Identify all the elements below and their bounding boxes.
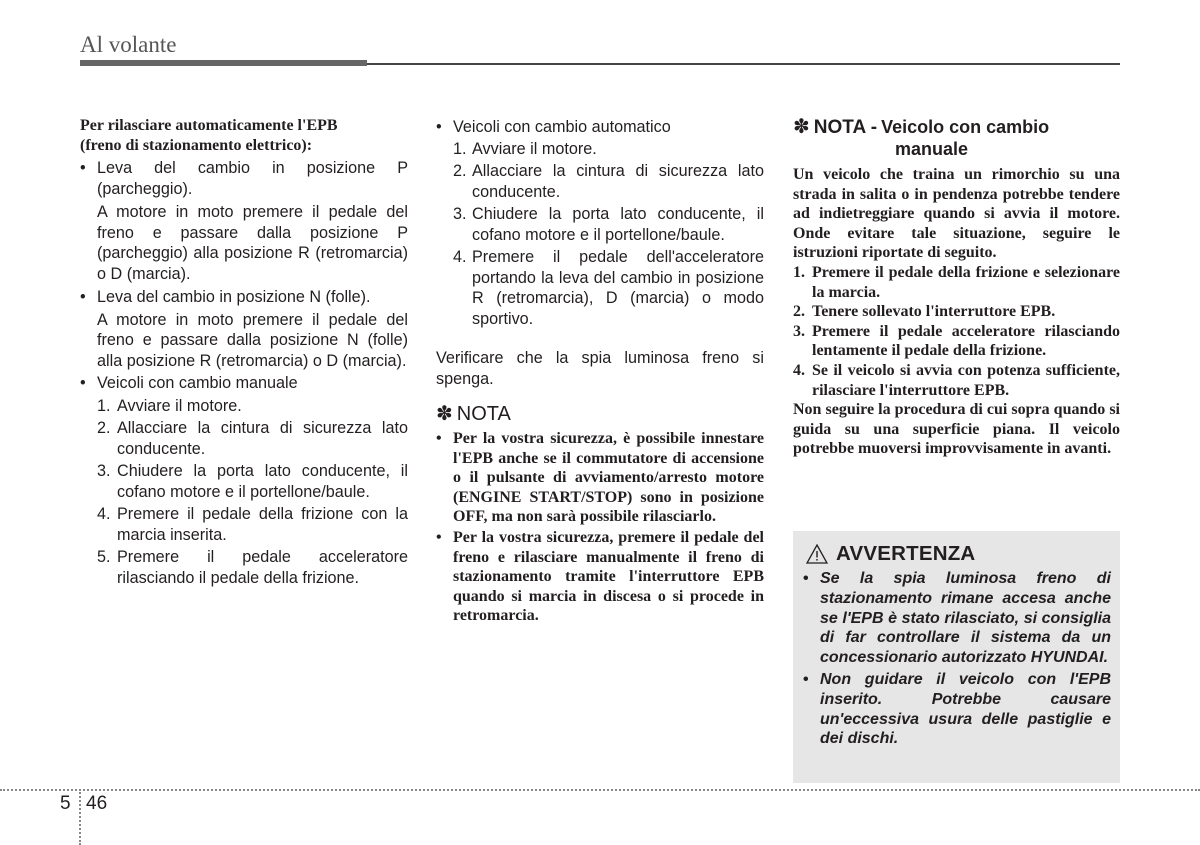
warning-triangle-icon xyxy=(806,544,828,564)
nota-title: NOTA xyxy=(456,403,511,425)
bullet-item xyxy=(80,287,408,308)
nota-title: NOTA - xyxy=(813,117,878,138)
warning-item-text: Se la spia luminosa freno di stazionamento rimane accesa anche se l'EPB è stato rilasciato, si consiglia di far controllare il sistema da un concessionario autorizzato HYUNDAI. xyxy=(820,570,1111,667)
warning-item-text: Non guidare il veicolo con l'EPB inserito. Potrebbe causare un'eccessiva usura delle pastiglie e dei dischi. xyxy=(820,670,1111,748)
step-text: Premere il pedale acceleratore rilasciando lentamente il pedale della frizione. xyxy=(812,322,1120,360)
bullet-dot: • xyxy=(436,528,442,546)
step-item xyxy=(453,139,764,160)
step-item xyxy=(793,263,1120,302)
nota-subtitle: Veicolo con cambio xyxy=(881,117,1050,137)
step-number: 5. xyxy=(97,548,111,567)
step-item xyxy=(453,247,764,329)
nota-item xyxy=(436,429,764,527)
step-item xyxy=(80,418,408,459)
bullet-item xyxy=(80,373,408,394)
step-text: Allacciare la cintura di sicurezza lato conducente. xyxy=(117,419,408,458)
step-item xyxy=(80,461,408,502)
column-right xyxy=(793,116,1120,459)
bullet-dot: • xyxy=(803,570,809,587)
step-text: Premere il pedale della frizione con la marcia inserita. xyxy=(117,505,408,544)
step-number: 1. xyxy=(453,139,467,158)
step-item xyxy=(793,302,1120,322)
step-number: 4. xyxy=(793,361,805,379)
bullet-detail: A motore in moto premere il pedale del freno e passare dalla posizione P (parcheggio) alla posizione R (retromarcia) o D (marcia). xyxy=(97,203,408,283)
step-item xyxy=(80,547,408,588)
bullet-dot: • xyxy=(803,670,809,688)
step-item xyxy=(793,322,1120,361)
nota-heading xyxy=(793,117,1120,139)
page-section-number: 5 xyxy=(60,793,71,814)
nota-item-text: Per la vostra sicurezza, premere il pedale del freno e rilasciare manualmente il freno di stazionamento tramite l'interruttore EPB quando si marcia in discesa o si procede in retromarcia. xyxy=(453,528,764,625)
nota-subtitle-line2: manuale xyxy=(895,139,969,159)
step-text: Premere il pedale acceleratore rilasciando il pedale della frizione. xyxy=(117,548,408,587)
nota-star-icon: ✽ xyxy=(793,116,810,138)
step-text: Chiudere la porta lato conducente, il cofano motore e il portellone/baule. xyxy=(472,205,764,244)
warning-item xyxy=(803,569,1111,668)
step-number: 2. xyxy=(453,162,467,180)
bullet-text: Leva del cambio in posizione P (parcheggio). xyxy=(97,159,408,198)
step-number: 2. xyxy=(793,303,805,321)
bullet-item xyxy=(436,117,764,138)
bullet-dot: • xyxy=(80,374,86,393)
step-number: 1. xyxy=(793,263,805,281)
step-number: 3. xyxy=(97,462,111,481)
nota-star-icon: ✽ xyxy=(436,403,453,425)
nota-closing: Non seguire la procedura di cui sopra quando si guida su una superficie piana. Il veicolo potrebbe muoversi improvvisamente in avanti. xyxy=(793,401,1120,458)
step-number: 4. xyxy=(453,248,467,266)
bullet-text: Veicoli con cambio automatico xyxy=(453,118,671,136)
section-heading-sub: (freno di stazionamento elettrico): xyxy=(80,136,313,154)
bullet-item xyxy=(80,158,408,199)
warning-title: AVVERTENZA xyxy=(836,542,976,565)
nota-heading xyxy=(436,401,764,429)
bullet-detail: A motore in moto premere il pedale del freno e passare dalla posizione N (folle) alla posizione R (retromarcia) o D (marcia). xyxy=(97,310,408,370)
step-item xyxy=(453,204,764,245)
page-number: 46 xyxy=(86,793,108,814)
header-rule-thick xyxy=(80,60,367,66)
step-number: 2. xyxy=(97,419,111,438)
bullet-dot: • xyxy=(436,430,442,447)
nota-intro: Un veicolo che traina un rimorchio su una strada in salita o in pendenza potrebbe tendere ad indietreggiare quando si avvia il motore. Onde evitare tale situazione, seguire le istruzioni riportate di seguito. xyxy=(793,166,1120,262)
nota-item-text: Per la vostra sicurezza, è possibile innestare l'EPB anche se il commutatore di accensione o il pulsante di avviamento/arresto motore (ENGINE START/STOP) sono in posizione OFF, ma non sarà possibile rilasciarlo. xyxy=(453,430,764,526)
page-header-title: Al volante xyxy=(80,32,177,57)
bullet-dot: • xyxy=(436,118,442,136)
step-text: Premere il pedale della frizione e selezionare la marcia. xyxy=(812,263,1120,301)
warning-heading xyxy=(806,542,975,566)
footer-divider xyxy=(79,789,81,845)
step-text: Premere il pedale dell'acceleratore portando la leva del cambio in posizione R (retromarcia), D (marcia) o modo sportivo. xyxy=(472,248,764,328)
warning-item xyxy=(803,670,1111,749)
step-item xyxy=(453,161,764,202)
step-item xyxy=(80,504,408,545)
step-item xyxy=(793,361,1120,400)
step-number: 1. xyxy=(97,396,111,415)
step-item xyxy=(80,396,408,417)
section-heading: Per rilasciare automaticamente l'EPB xyxy=(80,117,338,134)
step-text: Avviare il motore. xyxy=(472,139,597,158)
column-middle xyxy=(436,116,764,626)
warning-body xyxy=(803,569,1111,749)
footer-rule xyxy=(0,789,1200,791)
step-text: Chiudere la porta lato conducente, il cofano motore e il portellone/baule. xyxy=(117,462,408,501)
step-number: 3. xyxy=(453,205,467,223)
bullet-dot: • xyxy=(80,159,86,178)
verify-text: Verificare che la spia luminosa freno si spenga. xyxy=(436,349,764,388)
step-number: 3. xyxy=(793,322,805,340)
step-text: Tenere sollevato l'interruttore EPB. xyxy=(812,303,1056,321)
header-rule-thin xyxy=(367,63,1120,65)
column-left xyxy=(80,116,408,588)
step-text: Allacciare la cintura di sicurezza lato conducente. xyxy=(472,162,764,201)
step-text: Avviare il motore. xyxy=(117,396,242,415)
bullet-dot: • xyxy=(80,288,86,307)
nota-item xyxy=(436,528,764,626)
step-text: Se il veicolo si avvia con potenza sufficiente, rilasciare l'interruttore EPB. xyxy=(812,361,1120,399)
step-number: 4. xyxy=(97,505,111,524)
bullet-text: Veicoli con cambio manuale xyxy=(97,374,298,393)
bullet-text: Leva del cambio in posizione N (folle). xyxy=(97,288,371,307)
